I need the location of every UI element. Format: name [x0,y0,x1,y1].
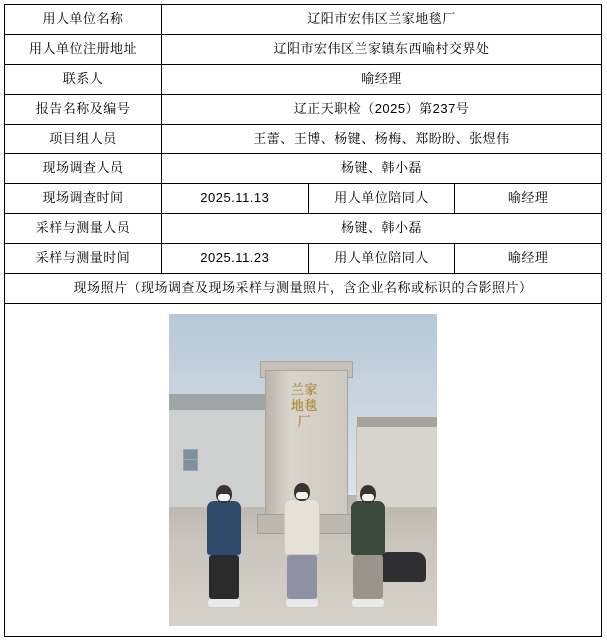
row-label-project-team: 项目组人员 [5,124,162,154]
row-label-registered-address: 用人单位注册地址 [5,34,162,64]
row-value-report-name-number: 辽正天职检（2025）第237号 [162,94,602,124]
photo-person-center [284,483,320,607]
table-row [5,94,602,124]
photo-section-header: 现场照片（现场调查及现场采样与测量照片，含企业名称或标识的合影照片） [5,274,602,304]
photo-monument-text: 兰家地毯厂 [290,382,318,431]
photo-person-head [294,483,310,501]
photo-bags [380,552,426,582]
photo-person-legs [209,555,239,599]
table-row [5,34,602,64]
photo-person-head [216,485,232,503]
table-row [5,154,602,184]
row-value-company-name: 辽阳市宏伟区兰家地毯厂 [162,5,602,35]
table-row [5,5,602,35]
face-mask-icon [218,494,230,501]
row-value-survey-time: 2025.11.13 [162,184,309,214]
document-page [0,4,607,642]
row-value-project-team: 王蕾、王博、杨键、杨梅、郑盼盼、张煜伟 [162,124,602,154]
row-label-sampling-staff: 采样与测量人员 [5,214,162,244]
row-value-sampling-accompanier: 喻经理 [455,244,602,274]
photo-person-right [351,485,385,607]
row-value-sampling-staff: 杨键、韩小磊 [162,214,602,244]
row-value-survey-accompanier: 喻经理 [455,184,602,214]
row-value-registered-address: 辽阳市宏伟区兰家镇东西喻村交界处 [162,34,602,64]
row-label-contact-person: 联系人 [5,64,162,94]
table-row [5,184,602,214]
row-value-contact-person: 喻经理 [162,64,602,94]
table-row [5,303,602,636]
photo-person-body [351,501,385,555]
photo-cell [5,303,602,636]
face-mask-icon [362,494,374,501]
row-label-sampling-time: 采样与测量时间 [5,244,162,274]
face-mask-icon [296,492,308,499]
form-body [5,5,602,637]
row-label-company-name: 用人单位名称 [5,5,162,35]
photo-person-body [207,501,241,555]
photo-person-shoes [286,599,318,607]
site-survey-form [4,4,602,637]
table-row [5,244,602,274]
row-label-survey-staff: 现场调查人员 [5,154,162,184]
table-row [5,214,602,244]
site-group-photo [169,314,437,626]
photo-person-shoes [352,599,384,607]
row-label-report-name-number: 报告名称及编号 [5,94,162,124]
table-row [5,124,602,154]
table-row [5,64,602,94]
row-label-sampling-accompanier: 用人单位陪同人 [308,244,455,274]
table-row [5,274,602,304]
photo-person-shoes [208,599,240,607]
row-label-survey-accompanier: 用人单位陪同人 [308,184,455,214]
photo-person-legs [353,555,383,599]
row-value-sampling-time: 2025.11.23 [162,244,309,274]
row-label-survey-time: 现场调查时间 [5,184,162,214]
photo-window [183,459,198,471]
photo-person-body [284,499,320,555]
photo-person-left [207,485,241,607]
photo-person-head [360,485,376,503]
row-value-survey-staff: 杨键、韩小磊 [162,154,602,184]
photo-person-legs [287,555,317,599]
